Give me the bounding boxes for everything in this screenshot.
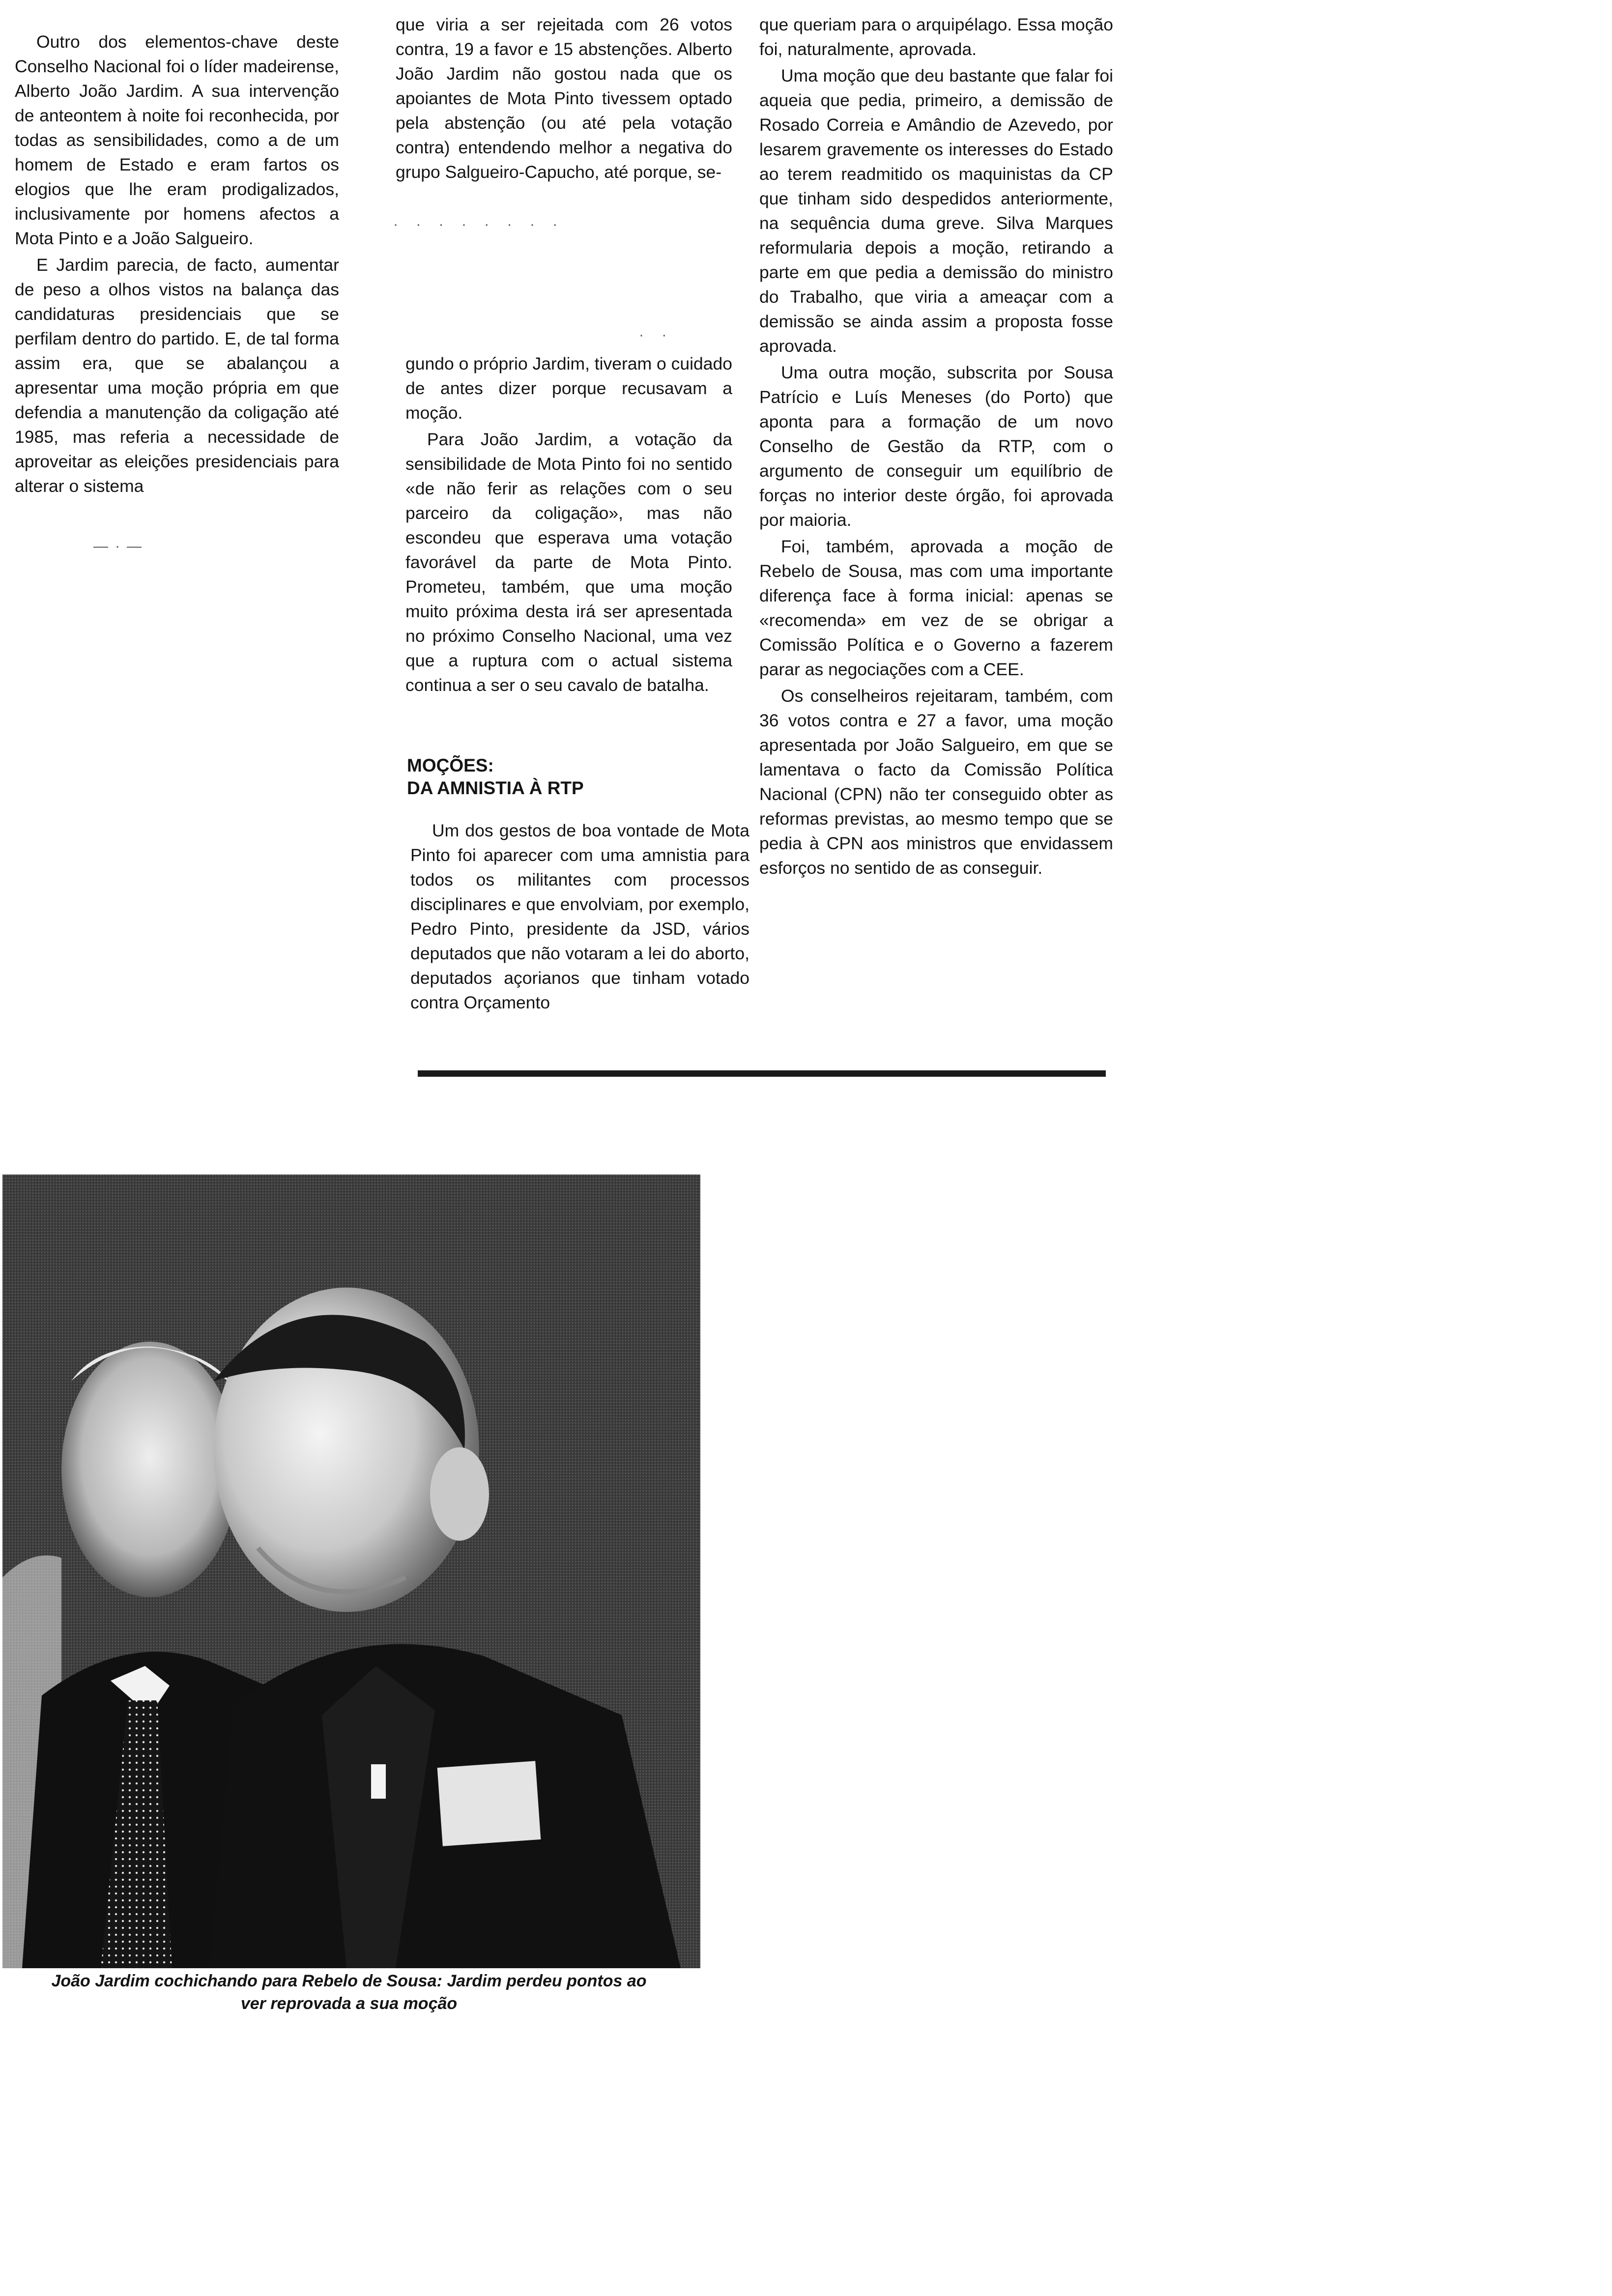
- caption-line: João Jardim cochichando para Rebelo de Sousa: Jardim perdeu pontos ao: [51, 1972, 647, 1990]
- article-column-2-middle: [405, 351, 732, 697]
- column-rule: [418, 1070, 1106, 1077]
- paragraph: Foi, também, aprovada a moção de Rebelo de Sousa, mas com uma importante diferença face à forma inicial: apenas se «recomenda» em vez de se obrigar a Comissão Política e o Governo a fazerem parar as negociações com a CEE.: [759, 537, 1113, 679]
- article-column-3: [759, 12, 1113, 880]
- print-specks: —·—: [93, 538, 148, 554]
- photo-halftone: [2, 1175, 700, 1968]
- paragraph: que viria a ser rejeitada com 26 votos contra, 19 a favor e 15 abstenções. Alberto João Jardim não gostou nada que os apoiantes de Mota Pinto tivessem optado pela abstenção (ou até pela votação contra) entendendo melhor a negativa do grupo Salgueiro-Capucho, até porque, se-: [396, 15, 732, 182]
- section-heading: [407, 754, 584, 800]
- paragraph: Uma outra moção, subscrita por Sousa Patrício e Luís Meneses (do Porto) que aponta para a formação de um novo Conselho de Gestão da RTP, com o argumento de conseguir um equilíbrio de forças no interior deste órgão, foi aprovada por maioria.: [759, 363, 1113, 530]
- paragraph: gundo o próprio Jardim, tiveram o cuidado de antes dizer porque recusavam a moção.: [405, 354, 733, 423]
- article-column-2-bottom: [410, 818, 749, 1015]
- caption-line: ver reprovada a sua moção: [240, 1994, 458, 2013]
- print-specks: · · · · · · · ·: [393, 216, 565, 232]
- print-specks: · ·: [639, 327, 674, 343]
- news-photo: [2, 1175, 700, 1968]
- paragraph: Os conselheiros rejeitaram, também, com 36 votos contra e 27 a favor, uma moção apresentada por João Salgueiro, em que se lamentava o facto da Comissão Política Nacional (CPN) não ter conseguido obter as reformas previstas, ao mesmo tempo que se pedia à CPN aos ministros que envidassem esforços no sentido de as conseguir.: [759, 686, 1113, 878]
- paragraph: Para João Jardim, a votação da sensibilidade de Mota Pinto foi no sentido «de não ferir as relações com o seu parceiro da coligação», mas não escondeu que esperava uma votação favorável da parte de Mota Pinto. Prometeu, também, que uma moção muito próxima desta irá ser apresentada no próximo Conselho Nacional, uma vez que a ruptura com o actual sistema continua a ser o seu cavalo de batalha.: [405, 430, 732, 695]
- heading-line: MOÇÕES:: [407, 755, 494, 775]
- paragraph: Uma moção que deu bastante que falar foi aqueia que pedia, primeiro, a demissão de Rosado Correia e Amândio de Azevedo, por lesarem gravemente os interesses do Estado ao terem readmitido os maquinistas da CP que tinham sido despedidos anteriormente, na sequência duma greve. Silva Marques reformularia depois a moção, retirando a parte em que pedia a demissão do ministro do Trabalho, que viria a ameaçar com a demissão se ainda assim a proposta fosse aprovada.: [759, 66, 1113, 356]
- photo-caption: [0, 1970, 698, 2015]
- paragraph: Um dos gestos de boa vontade de Mota Pinto foi aparecer com uma amnistia para todos os militantes com processos disciplinares e que envolviam, por exemplo, Pedro Pinto, presidente da JSD, vários deputados que não votaram a lei do aborto, deputados açorianos que tinham votado contra Orçamento: [410, 821, 749, 1012]
- paragraph: que queriam para o arquipélago. Essa moção foi, naturalmente, aprovada.: [759, 15, 1113, 59]
- article-column-2-top: [396, 12, 732, 184]
- article-column-1: [15, 29, 339, 498]
- paragraph: Outro dos elementos-chave deste Conselho Nacional foi o líder madeirense, Alberto João Jardim. A sua intervenção de anteontem à noite foi reconhecida, por todas as sensibilidades, como a de um homem de Estado e eram fartos os elogios que lhe eram prodigalizados, inclusivamente por homens afectos a Mota Pinto e a João Salgueiro.: [15, 32, 339, 248]
- paragraph: E Jardim parecia, de facto, aumentar de peso a olhos vistos na balança das candidaturas presidenciais que se perfilam dentro do partido. E, de tal forma assim era, que se abalançou a apresentar uma moção própria em que defendia a manutenção da coligação até 1985, mas referia a necessidade de aproveitar as eleições presidenciais para alterar o sistema: [15, 255, 339, 496]
- heading-line: DA AMNISTIA À RTP: [407, 778, 584, 798]
